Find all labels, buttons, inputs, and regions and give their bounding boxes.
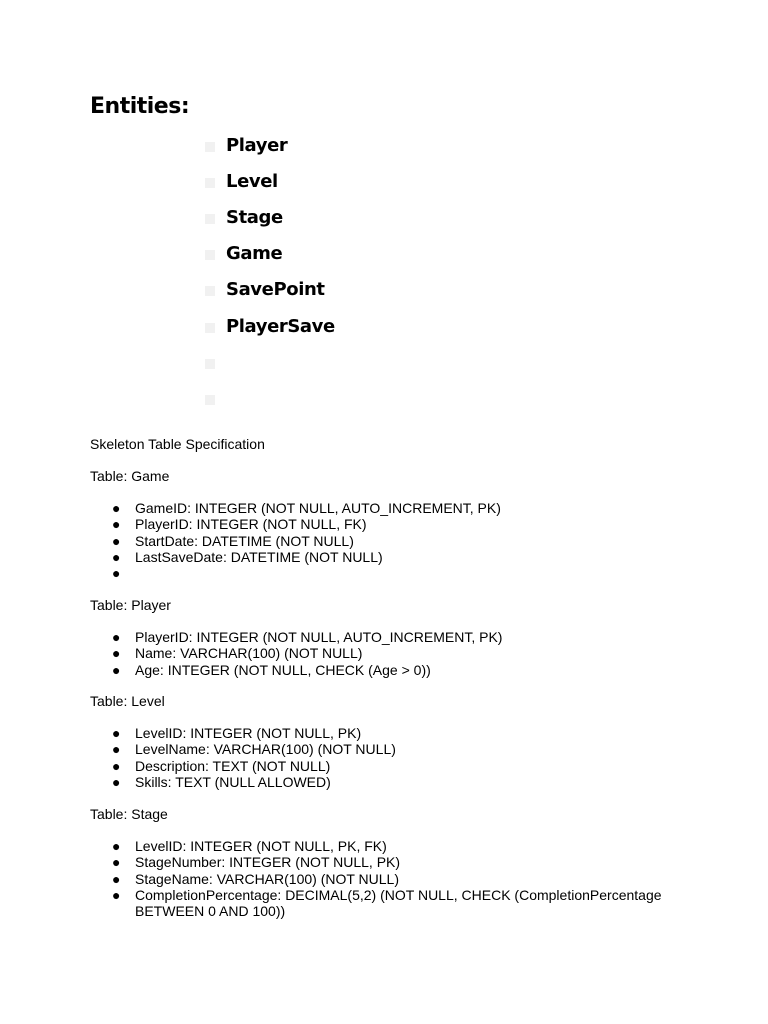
field-text: LevelName: VARCHAR(100) (NOT NULL)	[135, 741, 396, 758]
bullet-icon: ●	[112, 532, 121, 549]
table-spec-game	[90, 468, 690, 581]
field-list	[90, 500, 690, 581]
field-item	[90, 533, 690, 549]
field-text: Age: INTEGER (NOT NULL, CHECK (Age > 0))	[135, 661, 431, 678]
field-text: StartDate: DATETIME (NOT NULL)	[135, 532, 354, 549]
bullet-icon: ●	[112, 725, 121, 742]
field-item	[90, 838, 690, 854]
square-bullet-icon	[205, 178, 215, 188]
square-bullet-icon	[205, 250, 215, 260]
bullet-icon: ●	[112, 500, 121, 517]
table-spec-level	[90, 693, 690, 790]
bullet-icon: ●	[112, 854, 121, 871]
entity-label: Level	[226, 170, 278, 192]
entity-label: SavePoint	[226, 279, 325, 301]
bullet-icon: ●	[112, 870, 121, 887]
field-item	[90, 887, 690, 919]
bullet-icon: ●	[112, 838, 121, 855]
field-text: CompletionPercentage: DECIMAL(5,2) (NOT NULL, CHECK (CompletionPercentage BETWEEN 0 AND 100))	[135, 886, 662, 920]
field-text: GameID: INTEGER (NOT NULL, AUTO_INCREMENT, PK)	[135, 500, 501, 517]
square-bullet-icon	[205, 142, 215, 152]
field-item	[90, 741, 690, 757]
square-bullet-icon	[205, 395, 215, 405]
square-bullet-icon	[205, 214, 215, 224]
square-bullet-icon	[205, 359, 215, 369]
entity-item	[205, 272, 335, 308]
entity-item	[205, 344, 335, 380]
table-title: Table: Level	[90, 693, 165, 709]
field-text: Description: TEXT (NOT NULL)	[135, 757, 331, 774]
field-list	[90, 725, 690, 790]
table-spec-player	[90, 597, 690, 678]
field-item	[90, 565, 690, 581]
bullet-icon: ●	[112, 886, 121, 903]
square-bullet-icon	[205, 286, 215, 296]
entity-item	[205, 308, 335, 344]
field-text: LevelID: INTEGER (NOT NULL, PK)	[135, 725, 362, 742]
entity-item	[205, 199, 335, 235]
field-list	[90, 838, 690, 919]
bullet-icon: ●	[112, 548, 121, 565]
entity-list	[205, 127, 335, 417]
field-text: LastSaveDate: DATETIME (NOT NULL)	[135, 548, 383, 565]
bullet-icon: ●	[112, 661, 121, 678]
field-text: PlayerID: INTEGER (NOT NULL, FK)	[135, 516, 367, 533]
table-title: Table: Stage	[90, 806, 168, 822]
entity-label: Stage	[226, 206, 283, 228]
field-item	[90, 629, 690, 645]
field-item	[90, 549, 690, 565]
bullet-icon: ●	[112, 773, 121, 790]
bullet-icon: ●	[112, 629, 121, 646]
entity-item	[205, 163, 335, 199]
field-text: LevelID: INTEGER (NOT NULL, PK, FK)	[135, 838, 387, 855]
field-text: StageNumber: INTEGER (NOT NULL, PK)	[135, 854, 401, 871]
field-item	[90, 774, 690, 790]
spec-title: Skeleton Table Specification	[90, 436, 265, 452]
entity-label: Player	[226, 134, 288, 156]
entity-label: PlayerSave	[226, 315, 335, 337]
field-text: StageName: VARCHAR(100) (NOT NULL)	[135, 870, 400, 887]
table-title: Table: Player	[90, 597, 171, 613]
square-bullet-icon	[205, 323, 215, 333]
entities-heading: Entities:	[90, 94, 190, 119]
field-list	[90, 629, 690, 678]
field-item	[90, 871, 690, 887]
field-item	[90, 645, 690, 661]
table-title: Table: Game	[90, 468, 170, 484]
field-item	[90, 725, 690, 741]
bullet-icon: ●	[112, 741, 121, 758]
entity-item	[205, 236, 335, 272]
bullet-icon: ●	[112, 645, 121, 662]
field-item	[90, 500, 690, 516]
bullet-icon: ●	[112, 565, 121, 582]
entity-label: Game	[226, 243, 283, 265]
field-text: PlayerID: INTEGER (NOT NULL, AUTO_INCREMENT, PK)	[135, 629, 503, 646]
field-item	[90, 854, 690, 870]
bullet-icon: ●	[112, 516, 121, 533]
field-item	[90, 758, 690, 774]
field-item	[90, 662, 690, 678]
bullet-icon: ●	[112, 757, 121, 774]
field-item	[90, 516, 690, 532]
entity-item	[205, 380, 335, 416]
field-text: Name: VARCHAR(100) (NOT NULL)	[135, 645, 363, 662]
entity-item	[205, 127, 335, 163]
field-text: Skills: TEXT (NULL ALLOWED)	[135, 773, 331, 790]
table-spec-stage	[90, 806, 690, 919]
